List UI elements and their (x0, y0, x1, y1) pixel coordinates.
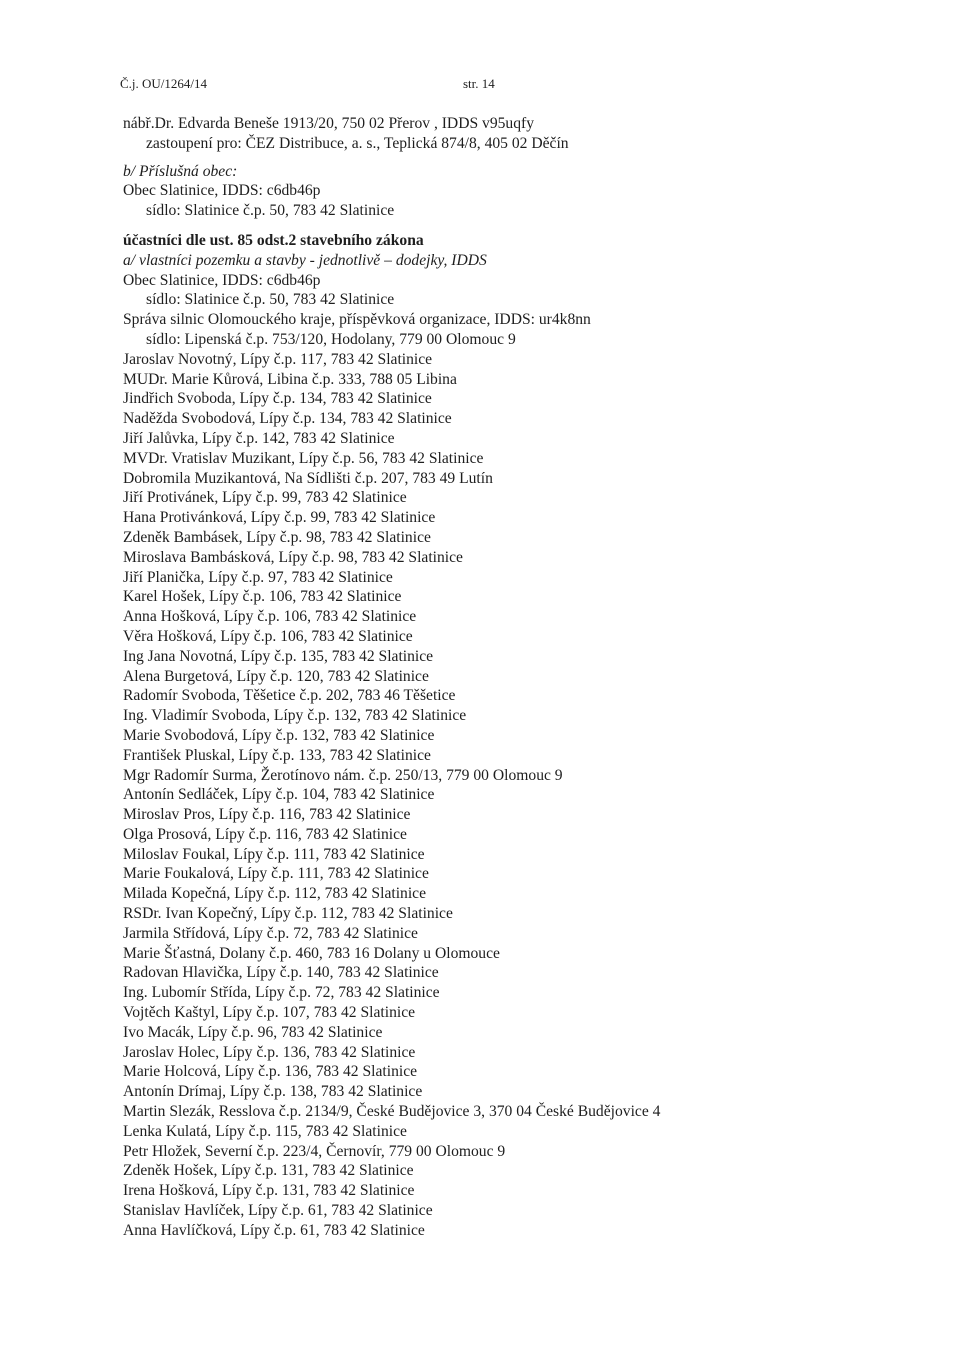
person-entry: Marie Šťastná, Dolany č.p. 460, 783 16 Dolany u Olomouce (123, 944, 500, 962)
section-heading-ucastnici: účastníci dle ust. 85 odst.2 stavebního zákona (123, 231, 424, 249)
person-entry: Miloslav Foukal, Lípy č.p. 111, 783 42 Slatinice (123, 845, 425, 863)
person-entry: Naděžda Svobodová, Lípy č.p. 134, 783 42 Slatinice (123, 410, 452, 428)
person-entry: Karel Hošek, Lípy č.p. 106, 783 42 Slatinice (123, 588, 402, 606)
person-entry: Milada Kopečná, Lípy č.p. 112, 783 42 Slatinice (123, 885, 426, 903)
person-entry: Ing Jana Novotná, Lípy č.p. 135, 783 42 Slatinice (123, 647, 434, 665)
person-entry: Radovan Hlavička, Lípy č.p. 140, 783 42 Slatinice (123, 964, 439, 982)
person-entry: Antonín Drímaj, Lípy č.p. 138, 783 42 Slatinice (123, 1083, 423, 1101)
person-entry: Alena Burgetová, Lípy č.p. 120, 783 42 Slatinice (123, 667, 429, 685)
section-subheading: a/ vlastníci pozemku a stavby - jednotlivě – dodejky, IDDS (123, 251, 487, 269)
person-entry: Irena Hošková, Lípy č.p. 131, 783 42 Slatinice (123, 1182, 415, 1200)
document-body (123, 114, 903, 1241)
person-entry: Petr Hložek, Severní č.p. 223/4, Černovír, 779 00 Olomouc 9 (123, 1142, 506, 1160)
person-entry: Marie Foukalová, Lípy č.p. 111, 783 42 Slatinice (123, 865, 429, 883)
participant-address-line: sídlo: Slatinice č.p. 50, 783 42 Slatinice (146, 291, 395, 309)
person-entry: Miroslava Bambásková, Lípy č.p. 98, 783 42 Slatinice (123, 548, 463, 566)
person-entry: MVDr. Vratislav Muzikant, Lípy č.p. 56, 783 42 Slatinice (123, 449, 484, 467)
person-entry: Jaroslav Holec, Lípy č.p. 136, 783 42 Slatinice (123, 1043, 416, 1061)
page-number: str. 14 (463, 76, 495, 91)
person-entry: Antonín Sedláček, Lípy č.p. 104, 783 42 Slatinice (123, 786, 435, 804)
person-entry: Olga Prosová, Lípy č.p. 116, 783 42 Slatinice (123, 825, 407, 843)
obec-line: Obec Slatinice, IDDS: c6db46p (123, 182, 321, 200)
person-entry: Zdeněk Hošek, Lípy č.p. 131, 783 42 Slatinice (123, 1162, 414, 1180)
person-entry: Jindřich Svoboda, Lípy č.p. 134, 783 42 Slatinice (123, 390, 432, 408)
participant-address-line: sídlo: Lipenská č.p. 753/120, Hodolany, 779 00 Olomouc 9 (146, 330, 516, 348)
person-entry: RSDr. Ivan Kopečný, Lípy č.p. 112, 783 42 Slatinice (123, 905, 453, 923)
person-entry: Anna Havlíčková, Lípy č.p. 61, 783 42 Slatinice (123, 1221, 425, 1239)
person-entry: Jiří Protivánek, Lípy č.p. 99, 783 42 Slatinice (123, 489, 407, 507)
person-entry: Stanislav Havlíček, Lípy č.p. 61, 783 42 Slatinice (123, 1202, 433, 1220)
person-entry: Marie Holcová, Lípy č.p. 136, 783 42 Slatinice (123, 1063, 418, 1081)
person-entry: Jaroslav Novotný, Lípy č.p. 117, 783 42 Slatinice (123, 350, 433, 368)
person-entry: Ing. Lubomír Střída, Lípy č.p. 72, 783 42 Slatinice (123, 984, 440, 1002)
person-entry: Miroslav Pros, Lípy č.p. 116, 783 42 Slatinice (123, 806, 411, 824)
person-entry: Radomír Svoboda, Těšetice č.p. 202, 783 46 Těšetice (123, 687, 456, 705)
person-entry: Jiří Jalůvka, Lípy č.p. 142, 783 42 Slatinice (123, 429, 395, 447)
person-entry: Lenka Kulatá, Lípy č.p. 115, 783 42 Slatinice (123, 1122, 407, 1140)
person-entry: Ivo Macák, Lípy č.p. 96, 783 42 Slatinice (123, 1023, 383, 1041)
person-entry: František Pluskal, Lípy č.p. 133, 783 42 Slatinice (123, 746, 431, 764)
person-entry: Vojtěch Kaštyl, Lípy č.p. 107, 783 42 Slatinice (123, 1004, 416, 1022)
person-entry: Zdeněk Bambásek, Lípy č.p. 98, 783 42 Slatinice (123, 528, 431, 546)
participant-line: Správa silnic Olomouckého kraje, příspěvková organizace, IDDS: ur4k8nn (123, 311, 591, 329)
person-entry: Anna Hošková, Lípy č.p. 106, 783 42 Slatinice (123, 608, 417, 626)
participant-line: Obec Slatinice, IDDS: c6db46p (123, 271, 321, 289)
person-entry: Jiří Planička, Lípy č.p. 97, 783 42 Slatinice (123, 568, 393, 586)
person-entry: MUDr. Marie Kůrová, Libina č.p. 333, 788 05 Libina (123, 370, 457, 388)
intro-line: nábř.Dr. Edvarda Beneše 1913/20, 750 02 Přerov , IDDS v95uqfy (123, 115, 534, 132)
person-entry: Mgr Radomír Surma, Žerotínovo nám. č.p. 250/13, 779 00 Olomouc 9 (123, 766, 563, 784)
person-entry: Hana Protivánková, Lípy č.p. 99, 783 42 Slatinice (123, 509, 436, 527)
obec-address-line: sídlo: Slatinice č.p. 50, 783 42 Slatinice (146, 202, 395, 220)
person-entry: Ing. Vladimír Svoboda, Lípy č.p. 132, 783 42 Slatinice (123, 707, 467, 725)
person-entry: Dobromila Muzikantová, Na Sídlišti č.p. 207, 783 49 Lutín (123, 469, 493, 487)
document-reference: Č.j. OU/1264/14 (120, 76, 208, 91)
intro-line: zastoupení pro: ČEZ Distribuce, a. s., Teplická 874/8, 405 02 Děčín (146, 134, 569, 152)
person-entry: Marie Svobodová, Lípy č.p. 132, 783 42 Slatinice (123, 726, 435, 744)
persons-list (123, 350, 903, 1241)
section-heading-obec: b/ Příslušná obec: (123, 162, 238, 180)
person-entry: Martin Slezák, Resslova č.p. 2134/9, České Budějovice 3, 370 04 České Budějovice 4 (123, 1103, 661, 1121)
person-entry: Jarmila Střídová, Lípy č.p. 72, 783 42 Slatinice (123, 924, 418, 942)
person-entry: Věra Hošková, Lípy č.p. 106, 783 42 Slatinice (123, 627, 413, 645)
